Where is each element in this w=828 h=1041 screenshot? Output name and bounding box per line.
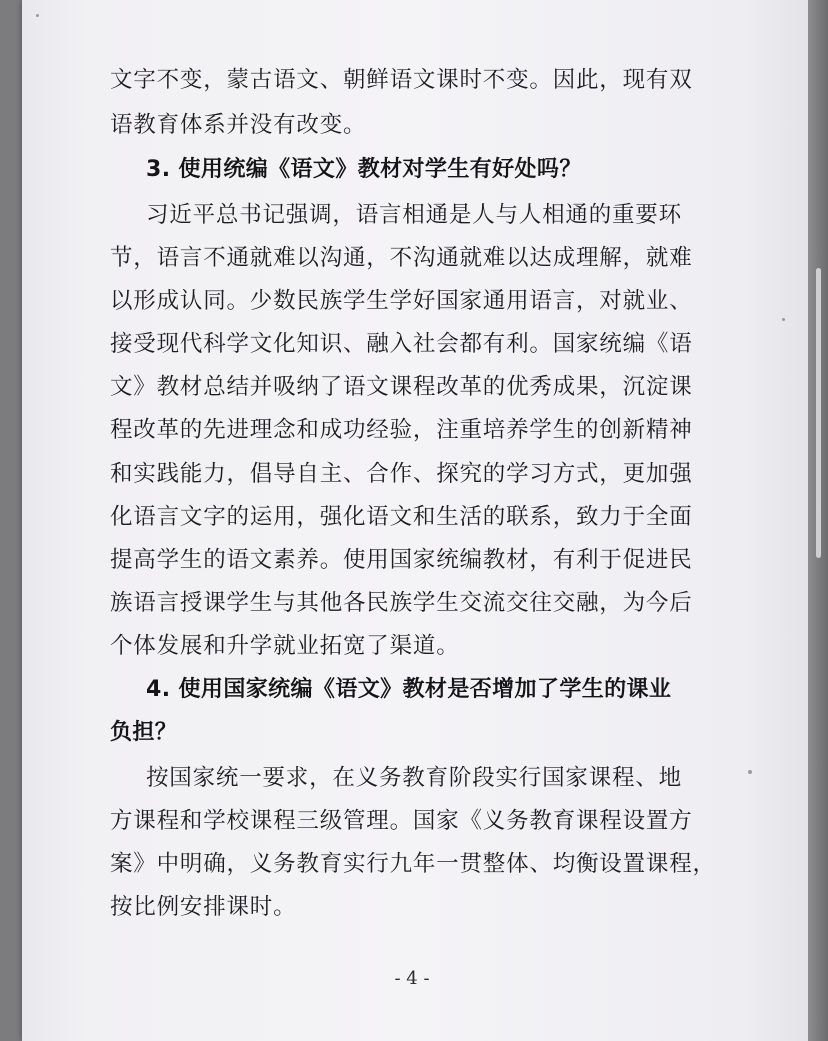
body-line: 方课程和学校课程三级管理。国家《义务教育课程设置方: [110, 808, 693, 834]
scrollbar-thumb[interactable]: [816, 268, 821, 558]
body-line: 文》教材总结并吸纳了语文课程改革的优秀成果，沉淀课: [110, 374, 693, 400]
body-line: 习近平总书记强调，语言相通是人与人相通的重要环: [146, 202, 682, 228]
body-line: 程改革的先进理念和成功经验，注重培养学生的创新精神: [110, 417, 693, 443]
body-line: 案》中明确，义务教育实行九年一贯整体、均衡设置课程，: [110, 851, 716, 877]
body-line: 按国家统一要求，在义务教育阶段实行国家课程、地: [146, 765, 682, 791]
body-line: 节，语言不通就难以沟通，不沟通就难以达成理解，就难: [110, 245, 693, 271]
section-heading-3: 3. 使用统编《语文》教材对学生有好处吗？: [146, 157, 582, 182]
body-line: 和实践能力，倡导自主、合作、探究的学习方式，更加强: [110, 461, 693, 487]
body-line: 族语言授课学生与其他各民族学生交流交往交融，为今后: [110, 590, 693, 616]
body-line: 提高学生的语文素养。使用国家统编教材，有利于促进民: [110, 547, 693, 573]
body-line: 以形成认同。少数民族学生学好国家通用语言，对就业、: [110, 288, 693, 314]
body-line: 个体发展和升学就业拓宽了渠道。: [110, 633, 460, 659]
paper-speck: [36, 14, 39, 17]
section-heading-4-continued: 负担？: [110, 720, 178, 745]
section-heading-4: 4. 使用国家统编《语文》教材是否增加了学生的课业: [146, 677, 672, 702]
body-line: 按比例安排课时。: [110, 894, 297, 920]
body-line: 文字不变，蒙古语文、朝鲜语文课时不变。因此，现有双: [110, 67, 693, 93]
body-line: 语教育体系并没有改变。: [110, 112, 367, 138]
body-line: 接受现代科学文化知识、融入社会都有利。国家统编《语: [110, 331, 693, 357]
paper-speck: [782, 318, 785, 321]
page-number: - 4 -: [394, 968, 430, 989]
body-line: 化语言文字的运用，强化语文和生活的联系，致力于全面: [110, 504, 693, 530]
